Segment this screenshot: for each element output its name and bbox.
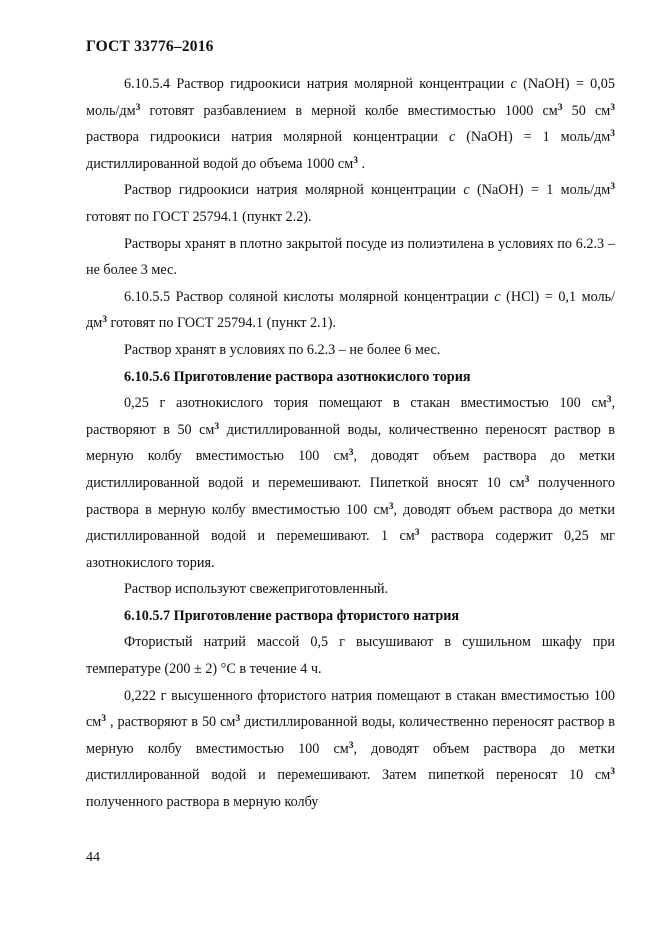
paragraph	[86, 337, 615, 364]
text-run: 6.10.5.4 Раствор гидроокиси натрия молярной концентрации	[124, 76, 511, 92]
document-body	[86, 71, 615, 816]
superscript: 3	[348, 740, 354, 751]
text-run: Раствор гидроокиси натрия молярной концентрации	[124, 182, 464, 199]
text-run: готовят по ГОСТ 25794.1 (пункт 2.2).	[86, 208, 312, 225]
italic-symbol: c	[494, 288, 501, 305]
superscript: 3	[414, 528, 420, 539]
text-run: 6.10.5.7 Приготовление раствора фтористого натрия	[124, 607, 460, 624]
document-header-code: ГОСТ 33776–2016	[86, 38, 214, 55]
superscript: 3	[524, 474, 530, 485]
text-run: , доводят объем раствора до метки дистиллированной водой и перемешивают. Пипеткой вносят 10 см	[86, 448, 615, 491]
superscript: 3	[610, 102, 615, 113]
superscript: 3	[388, 501, 394, 512]
superscript: 3	[235, 714, 241, 725]
superscript: 3	[610, 182, 615, 193]
italic-symbol: c	[463, 182, 470, 199]
paragraph	[86, 629, 615, 682]
text-run: раствора содержит 0,25 мг азотнокислого тория.	[86, 528, 615, 571]
superscript: 3	[102, 315, 107, 326]
paragraph	[86, 576, 615, 603]
superscript: 3	[610, 129, 615, 140]
text-run: Фтористый натрий массой 0,5 г высушивают в сушильном шкафу при температуре (200 ± 2) °С в течение 4 ч.	[86, 634, 615, 678]
paragraph	[86, 683, 615, 816]
superscript: 3	[348, 448, 354, 459]
text-run: Растворы хранят в плотно закрытой посуде из полиэтилена в условиях по 6.2.3 – не более 3 мес.	[86, 235, 615, 279]
text-run: Раствор хранят в условиях по 6.2.3 – не более 6 мес.	[124, 341, 441, 358]
superscript: 3	[214, 421, 220, 432]
text-run: готовят по ГОСТ 25794.1 (пункт 2.1).	[106, 315, 337, 332]
italic-symbol: c	[510, 76, 517, 92]
text-run: (NaOH) = 1 моль/дм	[455, 129, 611, 146]
text-run: дистиллированной воды, количественно переносят раствор в мерную колбу вместимостью 100 см	[86, 714, 615, 757]
text-run: .	[357, 155, 366, 172]
paragraph	[86, 177, 615, 230]
text-run: раствора гидроокиси натрия молярной концентрации	[86, 129, 449, 146]
text-run: дистиллированной воды, количественно переносят раствор в мерную колбу вместимостью 100 см	[86, 421, 615, 465]
paragraph	[86, 231, 615, 284]
text-run: , растворяют в 50 см	[86, 395, 615, 438]
superscript: 3	[557, 102, 563, 113]
text-run: 0,222 г высушенного фтористого натрия помещают в стакан вместимостью 100 см	[86, 687, 615, 731]
text-run: (NaOH) = 1 моль/дм	[469, 182, 611, 199]
text-run: полученного раствора в мерную колбу	[86, 794, 319, 811]
italic-symbol: c	[448, 129, 456, 146]
paragraph	[86, 284, 615, 337]
section-heading	[86, 364, 615, 391]
paragraph	[86, 71, 615, 177]
superscript: 3	[610, 767, 615, 778]
section-heading	[86, 603, 615, 630]
superscript: 3	[353, 155, 358, 166]
superscript: 3	[135, 102, 141, 113]
superscript: 3	[101, 714, 107, 725]
paragraph	[86, 390, 615, 576]
text-run: 6.10.5.5 Раствор соляной кислоты молярной концентрации	[124, 288, 495, 305]
text-run: (HCl) = 0,1 моль/дм	[86, 288, 615, 332]
text-run: , доводят объем раствора до метки дистиллированной водой и перемешивают. Затем пипеткой переносят 10 см	[86, 740, 615, 784]
superscript: 3	[606, 395, 612, 406]
text-run: 0,25 г азотнокислого тория помещают в стакан вместимостью 100 см	[124, 395, 607, 412]
text-run: готовят разбавлением в мерной колбе вместимостью 1000 см	[140, 102, 558, 119]
text-run: 6.10.5.6 Приготовление раствора азотнокислого тория	[124, 368, 471, 385]
page-number: 44	[86, 850, 100, 865]
text-run: 50 см	[562, 102, 611, 119]
text-run: полученного раствора в мерную колбу вместимостью 100 см	[86, 474, 615, 518]
text-run: , растворяют в 50 см	[106, 714, 236, 731]
text-run: Раствор используют свежеприготовленный.	[124, 581, 389, 598]
text-run: , доводят объем раствора до метки дистиллированной водой и перемешивают. 1 см	[86, 501, 615, 545]
text-run: дистиллированной водой до объема 1000 см	[86, 155, 354, 172]
text-run: (NaOH) = 0,05 моль/дм	[86, 76, 615, 119]
